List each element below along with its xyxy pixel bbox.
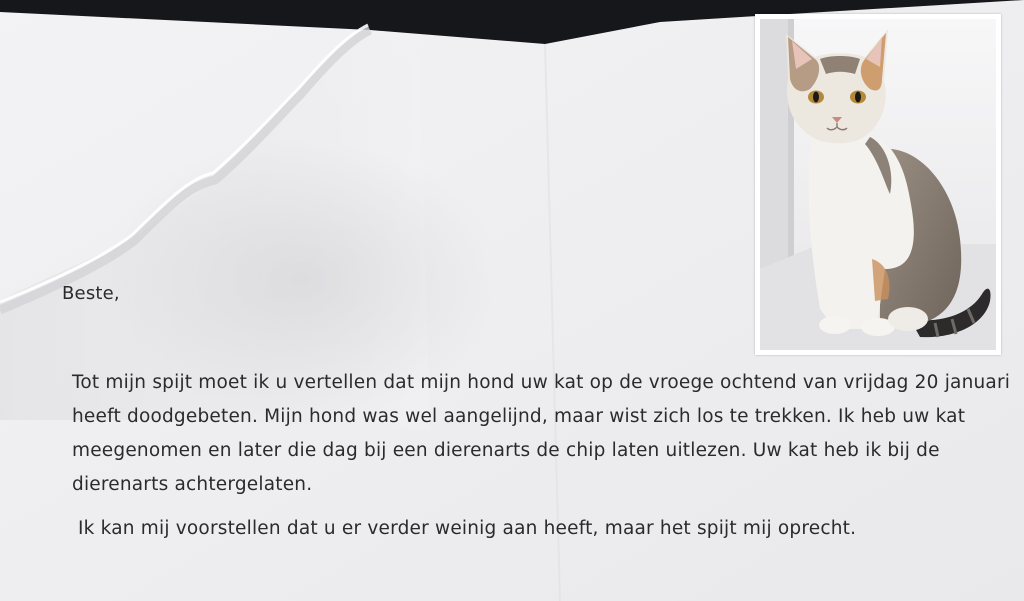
letter-body-line: dierenarts achtergelaten.	[72, 474, 313, 495]
letter-body-line: heeft doodgebeten. Mijn hond was wel aangelijnd, maar wist zich los te trekken. Ik heb uw kat	[72, 406, 966, 427]
letter-greeting: Beste,	[62, 283, 120, 304]
cat-hind-paw	[888, 307, 928, 331]
letter-body	[72, 366, 1010, 502]
letter-body-line: Tot mijn spijt moet ik u vertellen dat mijn hond uw kat op de vroege ochtend van vrijdag 20 januari	[72, 372, 1011, 393]
cat-photo-frame	[755, 14, 1001, 355]
letter-body-line: meegenomen en later die dag bij een dierenarts de chip laten uitlezen. Uw kat heb ik bij de	[72, 440, 940, 461]
cat-forehead-patch	[820, 56, 860, 74]
cat-photo	[760, 19, 996, 350]
cat-left-pupil	[813, 92, 819, 103]
cat-left-paw	[819, 316, 851, 334]
letter-closing: Ik kan mij voorstellen dat u er verder weinig aan heeft, maar het spijt mij oprecht.	[78, 518, 857, 539]
cat-right-pupil	[855, 92, 861, 103]
